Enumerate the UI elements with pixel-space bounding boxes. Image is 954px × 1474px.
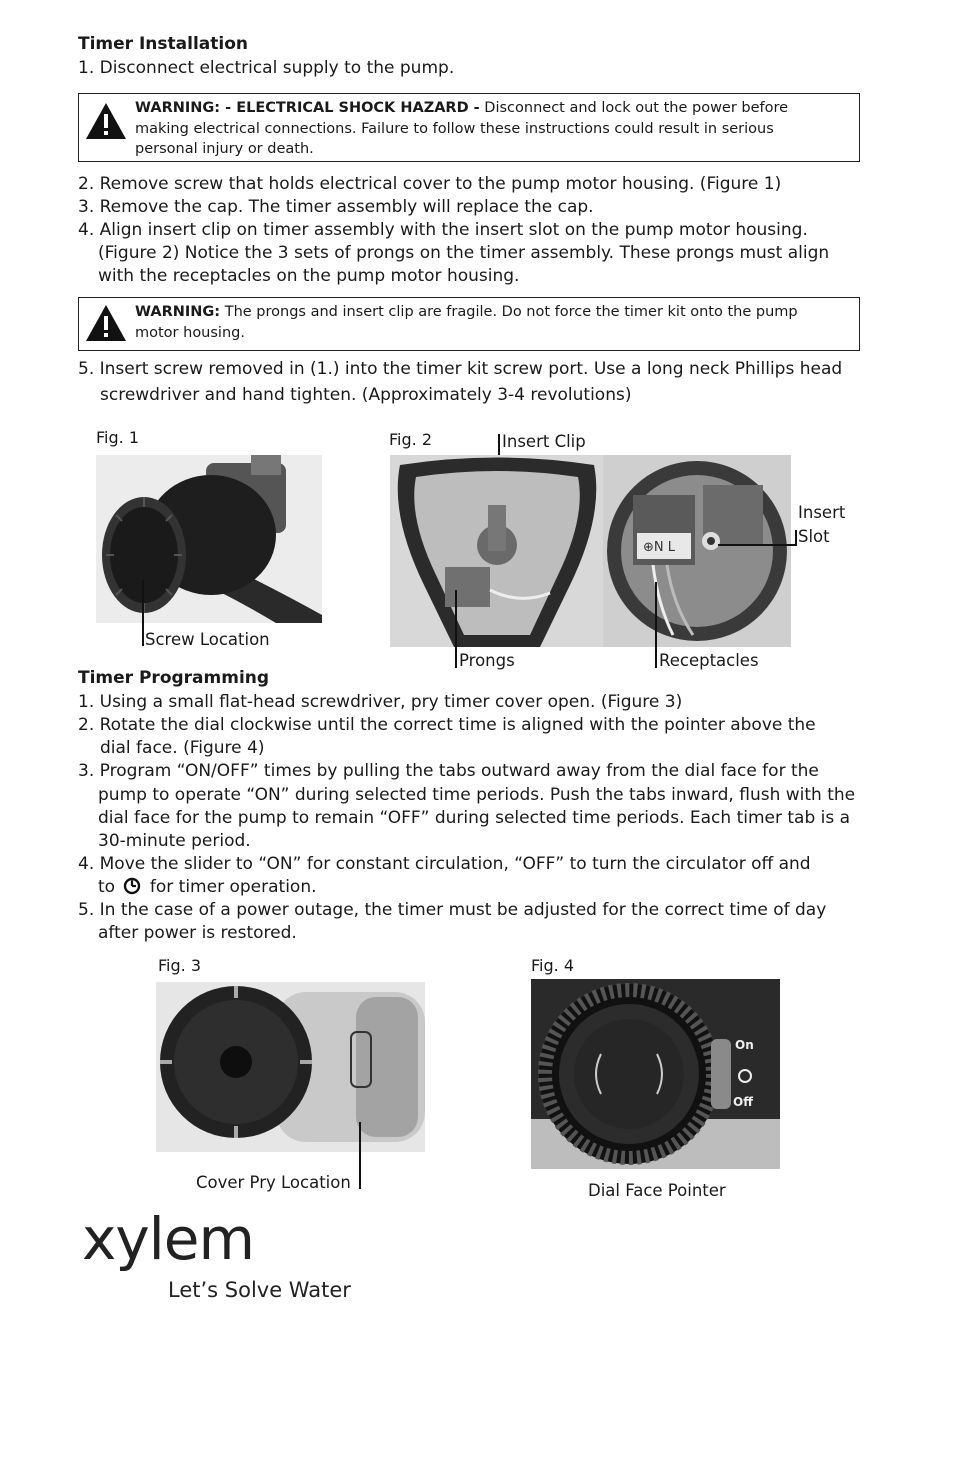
xylem-logo xyxy=(82,1205,254,1273)
timer-clock-icon xyxy=(123,877,141,895)
warning-icon xyxy=(85,304,127,342)
warning-icon xyxy=(85,102,127,140)
install-step-4: 4. Align insert clip on timer assembly with the insert slot on the pump motor housing. xyxy=(78,220,808,240)
install-step-5-cont: screwdriver and hand tighten. (Approximately 3-4 revolutions) xyxy=(100,385,632,405)
svg-text:⊕N L: ⊕N L xyxy=(643,540,675,555)
program-step-4-cont xyxy=(98,876,317,899)
install-step-2: 2. Remove screw that holds electrical cover to the pump motor housing. (Figure 1) xyxy=(78,174,782,194)
program-step-5-cont: after power is restored. xyxy=(98,923,297,943)
warning-box-fragile xyxy=(78,297,860,351)
fig2-photo-pump-housing xyxy=(603,455,791,647)
warning-text: The prongs and insert clip are fragile. Do not force the timer kit onto the pump xyxy=(220,304,798,320)
warning-box-electrical xyxy=(78,93,860,162)
program-step-2: 2. Rotate the dial clockwise until the correct time is aligned with the pointer above the xyxy=(78,715,816,735)
insert-slot-pointer-hline xyxy=(718,544,796,546)
dial-on-label: On xyxy=(735,1038,754,1052)
fig3-pointer-line xyxy=(359,1122,361,1189)
program-step-1: 1. Using a small flat-head screwdriver, pry timer cover open. (Figure 3) xyxy=(78,692,683,712)
programming-heading: Timer Programming xyxy=(78,668,270,688)
fig2-caption: Fig. 2 xyxy=(389,430,432,449)
program-step-2-cont: dial face. (Figure 4) xyxy=(100,738,265,758)
program-step-4-timer-text: for timer operation. xyxy=(149,877,317,897)
fig4-caption: Fig. 4 xyxy=(531,956,574,975)
warning-text-fragile xyxy=(135,302,855,343)
install-step-5: 5. Insert screw removed in (1.) into the timer kit screw port. Use a long neck Phillips head xyxy=(78,359,843,379)
installation-heading: Timer Installation xyxy=(78,34,248,54)
program-step-4: 4. Move the slider to “ON” for constant circulation, “OFF” to turn the circulator off and xyxy=(78,854,811,874)
program-step-4-to: to xyxy=(98,877,116,897)
fig1-caption: Fig. 1 xyxy=(96,428,139,447)
warning-text-electrical xyxy=(135,98,855,160)
dial-off-label: Off xyxy=(733,1095,753,1109)
install-step-4-cont: with the receptacles on the pump motor housing. xyxy=(98,266,520,286)
fig1-label-screw-location: Screw Location xyxy=(145,630,270,649)
xylem-logo-wordmark: xylem xyxy=(82,1205,254,1273)
fig1-photo-pump-motor xyxy=(96,455,322,623)
label-insert-slot-line2: Slot xyxy=(798,527,830,546)
program-step-5: 5. In the case of a power outage, the timer must be adjusted for the correct time of day xyxy=(78,900,827,920)
prongs-pointer-line xyxy=(455,590,457,668)
warning-title: WARNING: - ELECTRICAL SHOCK HAZARD - xyxy=(135,100,480,116)
warning-text: personal injury or death. xyxy=(135,141,314,157)
fig1-pointer-line xyxy=(142,580,144,646)
label-receptacles: Receptacles xyxy=(659,651,759,670)
fig4-label-dial-face-pointer: Dial Face Pointer xyxy=(588,1181,726,1200)
fig3-photo-timer-cover xyxy=(156,982,425,1152)
program-step-3-cont: dial face for the pump to remain “OFF” during selected time periods. Each timer tab is a xyxy=(98,808,851,828)
fig4-photo-dial-face xyxy=(531,979,780,1169)
receptacles-pointer-line xyxy=(655,582,657,668)
warning-text: making electrical connections. Failure to follow these instructions could result in serious xyxy=(135,120,774,137)
program-step-3: 3. Program “ON/OFF” times by pulling the tabs outward away from the dial face for the xyxy=(78,761,819,781)
fig2-photo-timer-assembly xyxy=(390,455,604,647)
brand-tagline: Let’s Solve Water xyxy=(168,1278,351,1302)
label-insert-slot-line1: Insert xyxy=(798,503,846,522)
install-step-3: 3. Remove the cap. The timer assembly will replace the cap. xyxy=(78,197,594,217)
program-step-3-cont: 30-minute period. xyxy=(98,831,251,851)
install-step-1: 1. Disconnect electrical supply to the pump. xyxy=(78,58,455,78)
fig3-label-cover-pry-location: Cover Pry Location xyxy=(196,1173,351,1192)
warning-text: motor housing. xyxy=(135,324,245,341)
program-step-3-cont: pump to operate “ON” during selected time periods. Push the tabs inward, flush with the xyxy=(98,785,856,805)
label-insert-clip: Insert Clip xyxy=(502,432,586,451)
label-prongs: Prongs xyxy=(459,651,515,670)
fig3-caption: Fig. 3 xyxy=(158,956,201,975)
warning-text: Disconnect and lock out the power before xyxy=(479,100,789,116)
install-step-4-cont: (Figure 2) Notice the 3 sets of prongs on the timer assembly. These prongs must align xyxy=(98,243,830,263)
warning-title: WARNING: xyxy=(135,304,221,320)
